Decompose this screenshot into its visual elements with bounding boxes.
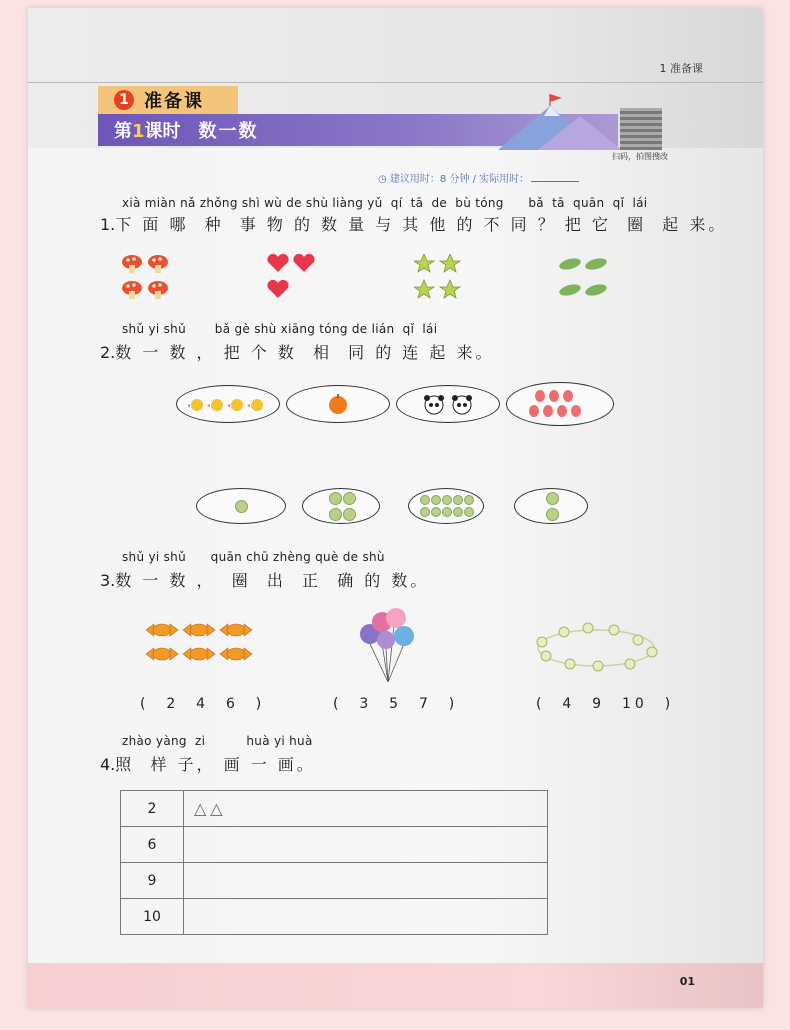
qr-caption: 扫码，拍图搜改: [612, 152, 668, 161]
row-draw-area[interactable]: [184, 827, 548, 863]
cucumber-icon: [558, 282, 582, 297]
q3-text: [100, 568, 429, 591]
q1-pinyin: xià miàn nǎ zhǒng shì wù de shù liàng yǔ qí tā de bù tóng bǎ tā quān qǐ lái: [122, 196, 648, 210]
heart-group[interactable]: [266, 254, 322, 300]
q3-question: 数 一 数 ， 圈 出 正 确 的 数。: [115, 571, 430, 590]
cucumber-group[interactable]: [558, 256, 616, 302]
oval-strawberries[interactable]: [506, 382, 614, 426]
choice-necklace[interactable]: ( 4 9 10 ): [536, 696, 675, 712]
q4-pinyin: zhào yàng zi huà yi huà: [122, 734, 313, 748]
heart-icon: [293, 254, 314, 272]
q1-text: [100, 212, 727, 235]
lesson-title: 数一数: [198, 121, 259, 142]
cucumber-icon: [558, 256, 582, 271]
chapter-bar: [98, 86, 238, 114]
star-icon: [414, 280, 434, 298]
mushroom-icon: [148, 281, 168, 299]
balloon-icon: [356, 604, 422, 684]
dot-grid: [329, 492, 354, 521]
table-row: [121, 827, 548, 863]
drawing-table: [120, 790, 548, 935]
q3-pinyin: shǔ yi shǔ quān chū zhèng què de shù: [122, 550, 385, 564]
panda-icon: [422, 393, 474, 415]
suggested-time: ◷ 建议用时：8 分钟 / 实际用时：: [378, 170, 579, 185]
mushroom-icon: [122, 281, 142, 299]
suggested-time-text: 建议用时：8 分钟 / 实际用时：: [389, 174, 530, 185]
row-draw-area[interactable]: [184, 863, 548, 899]
oval-orange[interactable]: [286, 385, 390, 423]
q4-number: 4.: [100, 755, 116, 774]
q2-question: 数 一 数 ， 把 个 数 相 同 的 连 起 来。: [115, 343, 495, 362]
oval-pandas[interactable]: [396, 385, 500, 423]
footer-band: [28, 963, 763, 1008]
oval-dots-1[interactable]: [196, 488, 286, 524]
candy-icon: [146, 622, 256, 670]
row-count: 6: [121, 827, 184, 863]
bead-necklace-icon: [532, 620, 662, 676]
table-row: [121, 863, 548, 899]
lesson-number: 1: [132, 121, 145, 142]
cucumber-icon: [584, 256, 608, 271]
table-row: [121, 899, 548, 935]
q4-question: 照 样 子， 画 一 画。: [115, 755, 316, 774]
workbook-page: [28, 8, 763, 1008]
row-count: 2: [121, 791, 184, 827]
q3-number: 3.: [100, 571, 116, 590]
q2-number: 2.: [100, 343, 116, 362]
table-row: [121, 791, 548, 827]
running-head: 1 准备课: [659, 62, 703, 75]
mountain-flag-icon: [498, 94, 628, 150]
mushroom-icon: [122, 255, 142, 273]
heart-icon: [267, 280, 288, 298]
q2-pinyin: shǔ yi shǔ bǎ gè shù xiāng tóng de lián qǐ lái: [122, 322, 438, 336]
header-rule: [28, 82, 763, 83]
chapter-title: 准备课: [144, 91, 204, 112]
oval-dots-4[interactable]: [302, 488, 380, 524]
row-draw-area[interactable]: △△: [184, 791, 548, 827]
row-draw-area[interactable]: [184, 899, 548, 935]
star-icon: [440, 280, 460, 298]
row-count: 9: [121, 863, 184, 899]
actual-time-blank[interactable]: [531, 181, 579, 182]
page-number: 01: [679, 975, 695, 988]
strawberry-icon: [528, 389, 592, 419]
q2-text: [100, 340, 494, 363]
oval-dots-10[interactable]: [408, 488, 484, 524]
row-count: 10: [121, 899, 184, 935]
star-icon: [414, 254, 434, 272]
choice-candy[interactable]: ( 2 4 6 ): [140, 696, 266, 712]
dot-grid: [546, 492, 557, 521]
star-icon: [440, 254, 460, 272]
q1-number: 1.: [100, 215, 116, 234]
q1-question: 下 面 哪 种 事 物 的 数 量 与 其 他 的 不 同 ？ 把 它 圈 起 来。: [115, 215, 728, 234]
choice-balloon[interactable]: ( 3 5 7 ): [333, 696, 459, 712]
dot: [235, 500, 248, 513]
oval-chicks[interactable]: [176, 385, 280, 423]
chapter-number-badge: 1: [114, 90, 134, 110]
lesson-suffix: 课时: [144, 121, 181, 142]
star-group[interactable]: [414, 254, 466, 302]
dot-grid: [420, 495, 473, 517]
lesson-prefix: 第: [114, 121, 132, 142]
lesson-label: [114, 117, 181, 143]
q4-text: [100, 752, 316, 775]
oval-dots-2[interactable]: [514, 488, 588, 524]
heart-icon: [267, 254, 288, 272]
mushroom-icon: [148, 255, 168, 273]
orange-icon: [327, 393, 349, 415]
qr-code-icon[interactable]: [620, 108, 662, 150]
chick-icon: [188, 394, 268, 414]
mushroom-group[interactable]: [120, 252, 170, 300]
cucumber-icon: [584, 282, 608, 297]
